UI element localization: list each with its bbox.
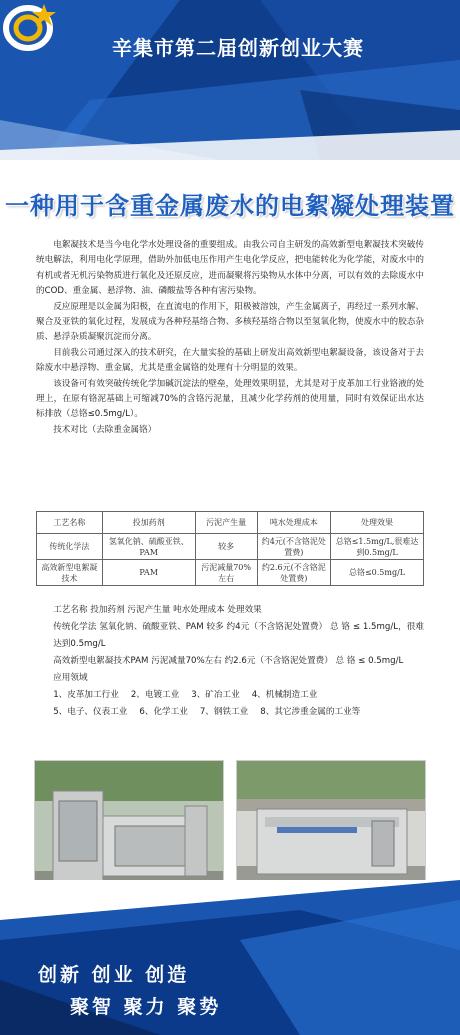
field-item: 8、其它涉重金属的工业等 bbox=[260, 707, 361, 717]
page-title: 一种用于含重金属废水的电絮凝处理装置 bbox=[5, 192, 455, 220]
table-cell: 高效新型电絮凝技术 bbox=[37, 560, 103, 586]
field-item: 5、电子、仪表工业 bbox=[53, 707, 128, 717]
paragraph-advantage: 该设备可有效突破传统化学加碱沉淀法的壁垒，处理效果明显，尤其是对于皮革加工行业铬液的处理上，在原有铬泥基础上可缩减70%的含铬污泥量，且减少化学药剂的使用量，同时有效保证出水达标排放（总铬≤0.5mg/L）。 bbox=[36, 378, 424, 420]
table-header-row bbox=[37, 512, 424, 534]
table-caption: 技术对比（去除重金属铬） bbox=[53, 424, 157, 435]
fields-list-2 bbox=[36, 704, 424, 721]
table-header-cell: 工艺名称 bbox=[37, 512, 103, 534]
slogan-line-1: 创新 创业 创造 bbox=[38, 964, 190, 986]
table-cell: 约4元(不含铬泥处置费) bbox=[257, 534, 331, 560]
field-item: 7、钢铁工业 bbox=[199, 707, 249, 717]
table-cell: 传统化学法 bbox=[37, 534, 103, 560]
contest-logo-icon bbox=[0, 0, 62, 54]
intro-section bbox=[36, 238, 424, 438]
table-header-cell: 吨水处理成本 bbox=[257, 512, 331, 534]
field-item: 1、皮革加工行业 bbox=[53, 690, 119, 700]
fields-list-1 bbox=[36, 687, 424, 704]
contest-title: 辛集市第二届创新创业大赛 bbox=[112, 36, 364, 60]
slogan-line-2: 聚智 聚力 聚势 bbox=[70, 996, 222, 1018]
comparison-text-section bbox=[36, 602, 424, 721]
table-row bbox=[37, 534, 424, 560]
plain-row-electro: 高效新型电絮凝技术PAM 污泥减量70%左右 约2.6元（不含铬泥处置费） 总 铬 ≤ 0.5mg/L bbox=[53, 656, 404, 666]
field-item: 6、化学工业 bbox=[139, 707, 188, 717]
plain-header-line: 工艺名称 投加药剂 污泥产生量 吨水处理成本 处理效果 bbox=[53, 605, 262, 615]
footer-background bbox=[0, 880, 460, 1035]
header-banner bbox=[0, 0, 460, 160]
table-header-cell: 投加药剂 bbox=[102, 512, 195, 534]
table-cell: 较多 bbox=[195, 534, 257, 560]
table-cell: 约2.6元(不含铬泥处置费) bbox=[257, 560, 331, 586]
table-header-cell: 处理效果 bbox=[331, 512, 424, 534]
table-cell: PAM bbox=[102, 560, 195, 586]
footer-banner bbox=[0, 880, 460, 1035]
table-cell: 总铬≤0.5mg/L bbox=[331, 560, 424, 586]
table-cell: 总铬≤1.5mg/L,很难达到0.5mg/L bbox=[331, 534, 424, 560]
field-item: 3、矿冶工业 bbox=[191, 690, 240, 700]
table-row bbox=[37, 560, 424, 586]
tech-comparison-table bbox=[36, 511, 424, 586]
plain-row-traditional: 传统化学法 氢氧化钠、硫酸亚铁、PAM 较多 约4元（不含铬泥处置费） 总 铬 ≤ 1.5mg/L，很难达到0.5mg/L bbox=[53, 622, 424, 649]
table-cell: 氢氧化钠、硫酸亚铁、PAM bbox=[102, 534, 195, 560]
table-header-cell: 污泥产生量 bbox=[195, 512, 257, 534]
field-item: 4、机械制造工业 bbox=[251, 690, 318, 700]
paragraph-research: 目前我公司通过深入的技术研究，在大量实验的基础上研发出高效新型电絮凝设备，该设备对于去除废水中悬浮物、重金属，尤其是重金属铬的处理有十分明显的效果。 bbox=[36, 347, 424, 374]
table-cell: 污泥减量70%左右 bbox=[195, 560, 257, 586]
field-item: 2、电镀工业 bbox=[130, 690, 180, 700]
header-background bbox=[0, 0, 460, 160]
paragraph-principle: 反应原理是以金属为阳极，在直流电的作用下，阳极被溶蚀，产生金属离子，再经过一系列水解、聚合及亚铁的氧化过程，发展成为各种羟基络合物、多核羟基络合物以至氢氧化物，使废水中的胶态杂质、悬浮杂质凝聚沉淀而分离。 bbox=[36, 301, 424, 343]
fields-title: 应用领域 bbox=[53, 673, 88, 683]
paragraph-intro: 电絮凝技术是当今电化学水处理设备的重要组成。由我公司自主研发的高效新型电絮凝技术突破传统电解法，利用电化学原理，借助外加低电压作用产生电化学反应，把电能转化为化学能，对废水中的有机或者无机污染物质进行氧化及还原反应，进而凝聚将污染物从水体中分离，可以有效的去除废水中的COD、重金属、悬浮物、油、磷酸盐等各种有害污染物。 bbox=[36, 240, 424, 297]
